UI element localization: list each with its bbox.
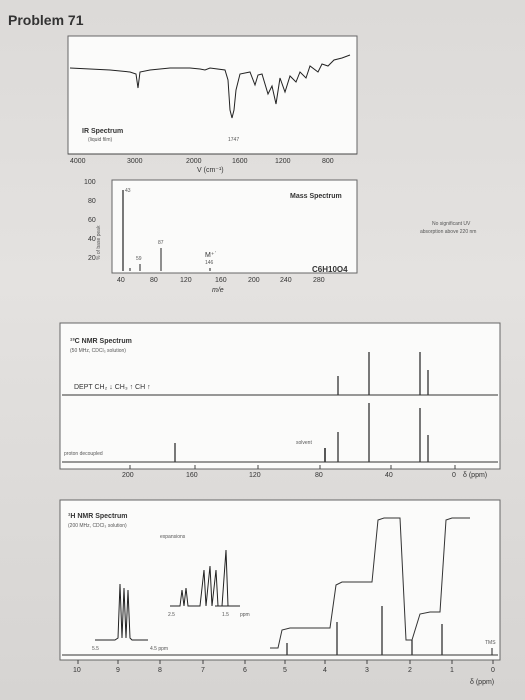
problem-title: Problem 71 — [8, 12, 84, 28]
ms-xtick-200: 200 — [248, 277, 260, 284]
h1-tms-label: TMS — [485, 640, 496, 646]
h1-tick-8: 8 — [158, 667, 162, 674]
c13-sublabel: (50 MHz, CDCl₃ solution) — [70, 348, 126, 354]
ms-peak-label-87: 87 — [158, 240, 164, 246]
ms-ytick-100: 100 — [84, 179, 96, 186]
h1-tick-3: 3 — [365, 667, 369, 674]
ir-tick-4000: 4000 — [70, 158, 86, 165]
ms-xtick-280: 280 — [313, 277, 325, 284]
ms-axis-label: m/e — [212, 287, 224, 294]
ms-ytick-80: 80 — [88, 198, 96, 205]
ir-tick-1600: 1600 — [232, 158, 248, 165]
c13-solvent-label: solvent — [296, 440, 312, 446]
ms-mplus-label: M⁺˙ — [205, 252, 217, 259]
ms-ytick-60: 60 — [88, 217, 96, 224]
ms-yaxis-label: % of base peak — [96, 225, 102, 260]
c13-tick-200: 200 — [122, 472, 134, 479]
ir-tick-3000: 3000 — [127, 158, 143, 165]
ms-xtick-40: 40 — [117, 277, 125, 284]
c13-tick-80: 80 — [315, 472, 323, 479]
h1-label: ¹H NMR Spectrum — [68, 513, 128, 520]
h1-tick-5: 5 — [283, 667, 287, 674]
uv-note-2: absorption above 220 nm — [420, 229, 477, 235]
c13-axis-label: δ (ppm) — [463, 472, 488, 479]
dept-label: DEPT CH₂ ↓ CH₃ ↑ CH ↑ — [74, 384, 151, 391]
ms-xtick-240: 240 — [280, 277, 292, 284]
ir-axis-label: V (cm⁻¹) — [197, 167, 224, 174]
h1-tick-1: 1 — [450, 667, 454, 674]
ms-peak-label-43: 43 — [125, 188, 131, 194]
ms-xtick-120: 120 — [180, 277, 192, 284]
ms-peak-label-59: 59 — [136, 256, 142, 262]
ir-sublabel: (liquid film) — [88, 137, 113, 143]
h1-tick-9: 9 — [116, 667, 120, 674]
c13-decoupled-label: proton decoupled — [64, 451, 103, 457]
h1-expansions-label: expansions — [160, 534, 186, 540]
ir-peak-label: 1747 — [228, 137, 240, 143]
uv-note-1: No significant UV — [432, 221, 471, 227]
h1-tick-0: 0 — [491, 667, 495, 674]
h1-tick-marks — [78, 660, 493, 664]
ms-xtick-80: 80 — [150, 277, 158, 284]
c13-tick-40: 40 — [385, 472, 393, 479]
h1-exp2-tick-45: 4.5 ppm — [150, 646, 169, 652]
h1-exp2-tick-55: 5.5 — [92, 646, 99, 652]
ms-ytick-20: 20 — [88, 255, 96, 262]
ms-mplus-value: 146 — [205, 260, 214, 266]
h1-exp-tick-ppm: ppm — [240, 612, 250, 618]
h1-axis-label: δ (ppm) — [470, 679, 495, 686]
ir-tick-1200: 1200 — [275, 158, 291, 165]
ir-tick-2000: 2000 — [186, 158, 202, 165]
h1-tick-7: 7 — [201, 667, 205, 674]
h1-tick-2: 2 — [408, 667, 412, 674]
ir-label: IR Spectrum — [82, 128, 124, 135]
h1-sublabel: (200 MHz, CDCl₃ solution) — [68, 523, 127, 529]
c13-tick-160: 160 — [186, 472, 198, 479]
h1-tick-4: 4 — [323, 667, 327, 674]
ms-ytick-40: 40 — [88, 236, 96, 243]
h1-exp-tick-15: 1.5 — [222, 612, 229, 618]
c13-tick-120: 120 — [249, 472, 261, 479]
h1-tick-10: 10 — [73, 667, 81, 674]
ms-label: Mass Spectrum — [290, 193, 342, 200]
h1-exp-tick-25: 2.5 — [168, 612, 175, 618]
c13-tick-0: 0 — [452, 472, 456, 479]
c13-label: ¹³C NMR Spectrum — [70, 338, 132, 345]
ms-xtick-160: 160 — [215, 277, 227, 284]
ms-formula: C6H10O4 — [312, 265, 348, 274]
ir-tick-800: 800 — [322, 158, 334, 165]
h1-tick-6: 6 — [243, 667, 247, 674]
